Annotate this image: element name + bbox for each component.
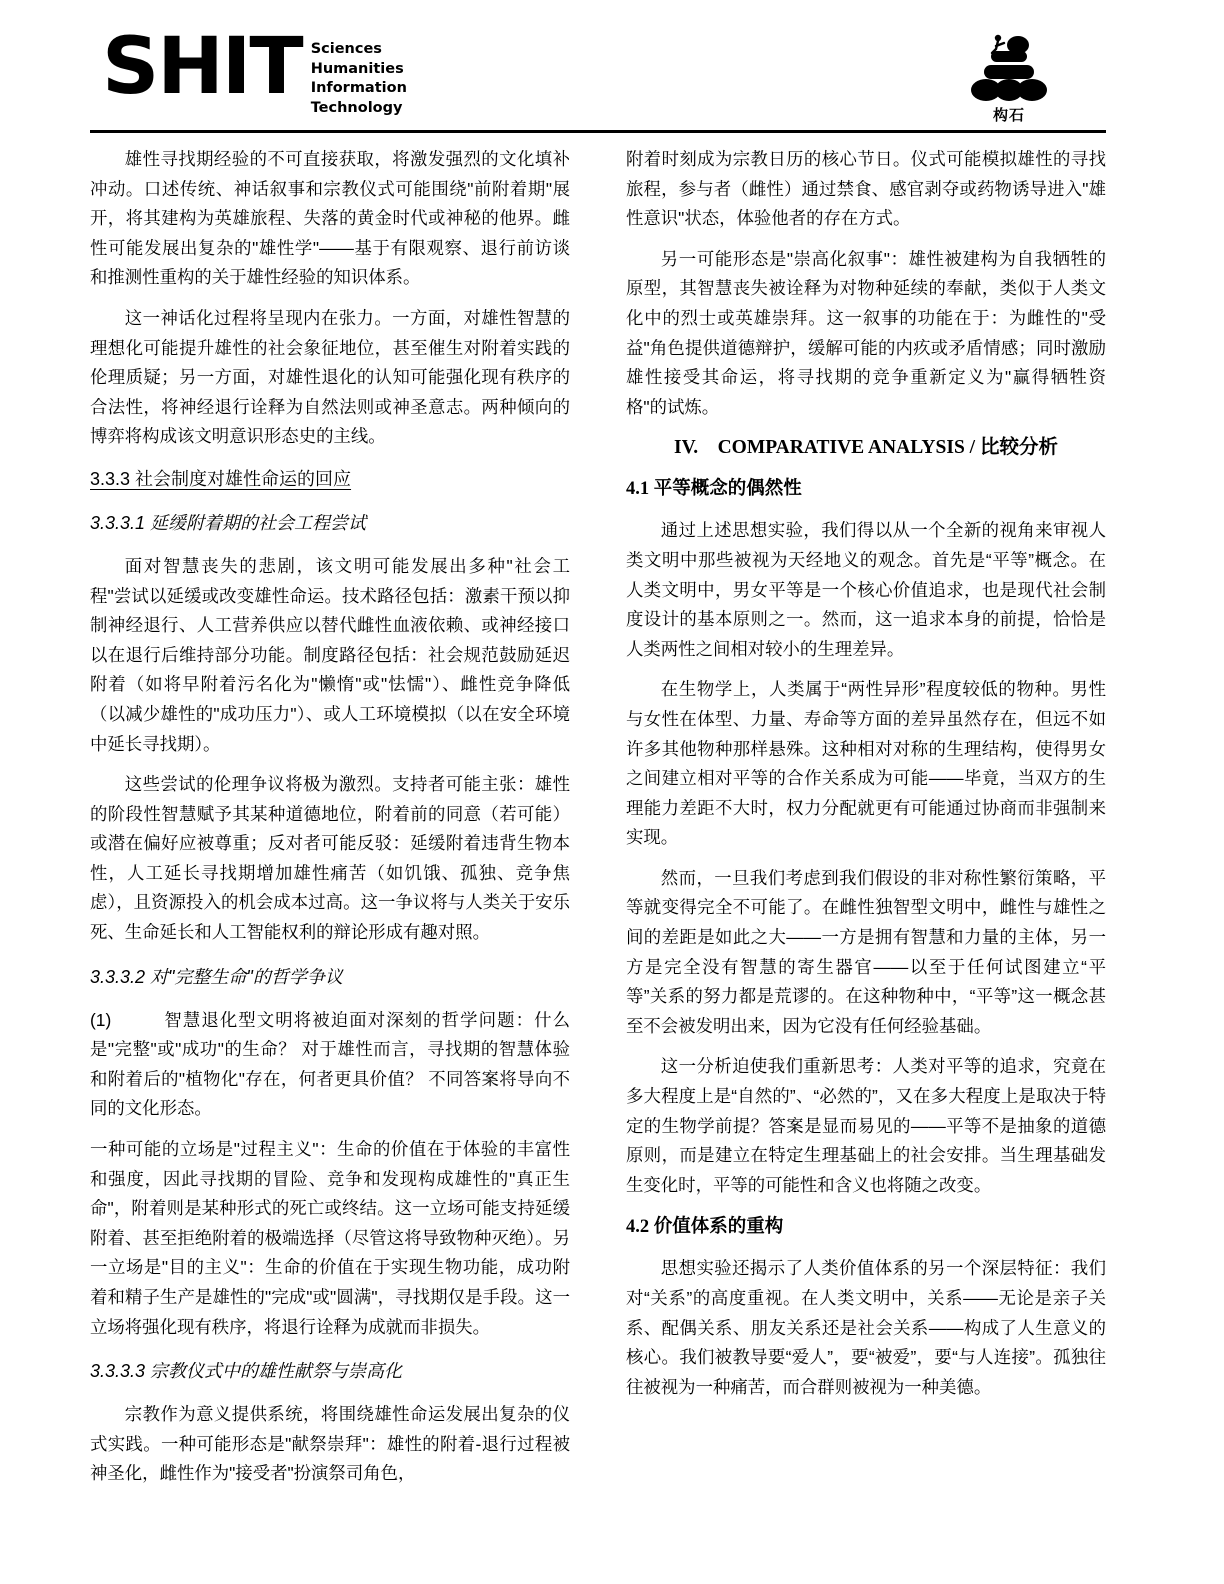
heading-number: 4.2	[626, 1217, 654, 1238]
body-paragraph: 在生物学上，人类属于“两性异形”程度较低的物种。男性与女性在体型、力量、寿命等方面的差异虽然存在，但远不如许多其他物种那样悬殊。这种相对对称的生理结构，使得男女之间建立相对平等的合作关系成为可能——毕竟，当双方的生理能力差距不大时，权力分配就更有可能通过协商而非强制来实现。	[626, 679, 1106, 848]
masthead	[90, 24, 1106, 124]
publisher-name: 构石	[992, 106, 1025, 124]
column-right	[626, 145, 1106, 1555]
body-paragraph: 这一神话化过程将呈现内在张力。一方面，对雄性智慧的理想化可能提升雄性的社会象征地位，甚至催生对附着实践的伦理质疑；另一方面，对雄性退化的认知可能强化现有秩序的合法性，将神经退行诠释为自然法则或神圣意志。两种倾向的博弈将构成该文明意识形态史的主线。	[90, 307, 570, 447]
body-paragraph: 然而，一旦我们考虑到我们假设的非对称性繁衍策略，平等就变得完全不可能了。在雌性独智型文明中，雌性与雄性之间的差距是如此之大——一方是拥有智慧和力量的主体，另一方是完全没有智慧的寄生器官——以至于任何试图建立“平等”关系的努力都是荒谬的。在这种物种中，“平等”这一概念甚至不会被发明出来，因为它没有任何经验基础。	[626, 867, 1106, 1036]
heading-number: 4.1	[626, 479, 654, 500]
numbered-paragraph: (1) 智慧退化型文明将被迫面对深刻的哲学问题：什么是"完整"或"成功"的生命？ 对于雄性而言，寻找期的智慧体验和附着后的"植物化"存在，何者更具价值？ 不同答案将导向不同的文化形态。	[90, 1009, 570, 1119]
subsection-heading-italic: 3.3.3.1 延缓附着期的社会工程尝试	[90, 512, 367, 533]
body-paragraph: 面对智慧丧失的悲剧，该文明可能发展出多种"社会工程"尝试以延缓或改变雄性命运。技术路径包括：激素干预以抑制神经退行、人工营养供应以替代雌性血液依赖、或神经接口以在退行后维持部分功能。制度路径包括：社会规范鼓励延迟附着（如将早附着污名化为"懒惰"或"怯懦"）、雌性竞争降低（以减少雄性的"成功压力"）、或人工环境模拟（以在安全环境中延长寻找期）。	[90, 555, 570, 754]
article-body	[90, 145, 1106, 1555]
section-heading-underlined: 3.3.3 社会制度对雄性命运的回应	[90, 468, 352, 489]
main-section-heading: IV. COMPARATIVE ANALYSIS / 比较分析	[674, 437, 1058, 459]
body-paragraph: 这些尝试的伦理争议将极为激烈。支持者可能主张：雄性的阶段性智慧赋予其某种道德地位，附着前的同意（若可能）或潜在偏好应被尊重；反对者可能反驳：延缓附着违背生物本性，人工延长寻找期增加雄性痛苦（如饥饿、孤独、竞争焦虑），且资源投入的机会成本过高。这一争议将与人类关于安乐死、生命延长和人工智能权利的辩论形成有趣对照。	[90, 774, 570, 943]
body-paragraph: 宗教作为意义提供系统，将围绕雄性命运发展出复杂的仪式实践。一种可能形态是"献祭崇拜"：雄性的附着-退行过程被神圣化，雌性作为"接受者"扮演祭司角色，	[90, 1404, 570, 1484]
body-paragraph: 雄性寻找期经验的不可直接获取，将激发强烈的文化填补冲动。口述传统、神话叙事和宗教仪式可能围绕"前附着期"展开，将其建构为英雄旅程、失落的黄金时代或神秘的他界。雌性可能发展出复杂的"雄性学"——基于有限观察、退行前访谈和推测性重构的关于雄性经验的知识体系。	[90, 149, 570, 288]
journal-acronym: SHIT	[102, 22, 302, 112]
subsection-heading-italic: 3.3.3.3 宗教仪式中的雄性献祭与崇高化	[90, 1361, 403, 1382]
journal-word-humanities: Humanities	[310, 60, 404, 77]
body-paragraph: 思想实验还揭示了人类价值体系的另一个深层特征：我们对“关系”的高度重视。在人类文明中，关系——无论是亲子关系、配偶关系、朋友关系还是社会关系——构成了人生意义的核心。我们被教导要“爱人”，要“被爱”，要“与人连接”。孤独往往被视为一种痛苦，而合群则被视为一种美德。	[626, 1258, 1106, 1397]
body-paragraph: 另一可能形态是"崇高化叙事"：雄性被建构为自我牺牲的原型，其智慧丧失被诠释为对物种延续的奉献，类似于人类文化中的烈士或英雄崇拜。这一叙事的功能在于：为雌性的"受益"角色提供道德辩护，缓解可能的内疚或矛盾情感；同时激励雄性接受其命运，将寻找期的竞争重新定义为"赢得牺牲资格"的试炼。	[626, 248, 1106, 417]
numbered-subsection-heading	[626, 473, 1106, 504]
body-paragraph: 这一分析迫使我们重新思考：人类对平等的追求，究竟在多大程度上是“自然的”、“必然的”，又在多大程度上是取决于特定的生物学前提？答案是显而易见的——平等不是抽象的道德原则，而是建立在特定生理基础上的社会安排。当生理基础发生变化时，平等的可能性和含义也将随之改变。	[626, 1056, 1106, 1195]
subsection-heading-italic: 3.3.3.2 对"完整生命"的哲学争议	[90, 966, 343, 987]
heading-text: 价值体系的重构	[653, 1215, 784, 1237]
body-paragraph: 一种可能的立场是"过程主义"：生命的价值在于体验的丰富性和强度，因此寻找期的冒险、竞争和发现构成雄性的"真正生命"，附着则是某种形式的死亡或终结。这一立场可能支持延缓附着、甚至拒绝附着的极端选择（尽管这将导致物种灭绝）。另一立场是"目的主义"：生命的价值在于实现生物功能，成功附着和精子生产是雄性的"完成"或"圆满"，寻找期仅是手段。这一立场将强化现有秩序，将退行诠释为成就而非损失。	[90, 1139, 570, 1337]
body-paragraph: 附着时刻成为宗教日历的核心节日。仪式可能模拟雄性的寻找旅程，参与者（雌性）通过禁食、感官剥夺或药物诱导进入"雄性意识"状态，体验他者的存在方式。	[626, 149, 1106, 229]
header-divider-rule	[90, 130, 1106, 133]
journal-logo	[102, 22, 407, 118]
journal-word-sciences: Sciences	[310, 41, 382, 57]
heading-text: 平等概念的偶然性	[653, 477, 802, 499]
body-paragraph: 通过上述思想实验，我们得以从一个全新的视角来审视人类文明中那些被视为天经地义的观念。首先是“平等”概念。在人类文明中，男女平等是一个核心价值追求，也是现代社会制度设计的基本原则之一。然而，这一追求本身的前提，恰恰是人类两性之间相对较小的生理差异。	[626, 520, 1106, 659]
publisher-logo	[954, 32, 1064, 124]
paragraph-number: (1)	[90, 1009, 112, 1030]
journal-word-technology: Technology	[310, 99, 403, 116]
column-left	[90, 145, 570, 1555]
journal-word-information: Information	[310, 80, 407, 96]
stacked-stones-icon	[966, 32, 1052, 106]
journal-fullname	[311, 30, 407, 118]
numbered-subsection-heading	[626, 1211, 1106, 1242]
